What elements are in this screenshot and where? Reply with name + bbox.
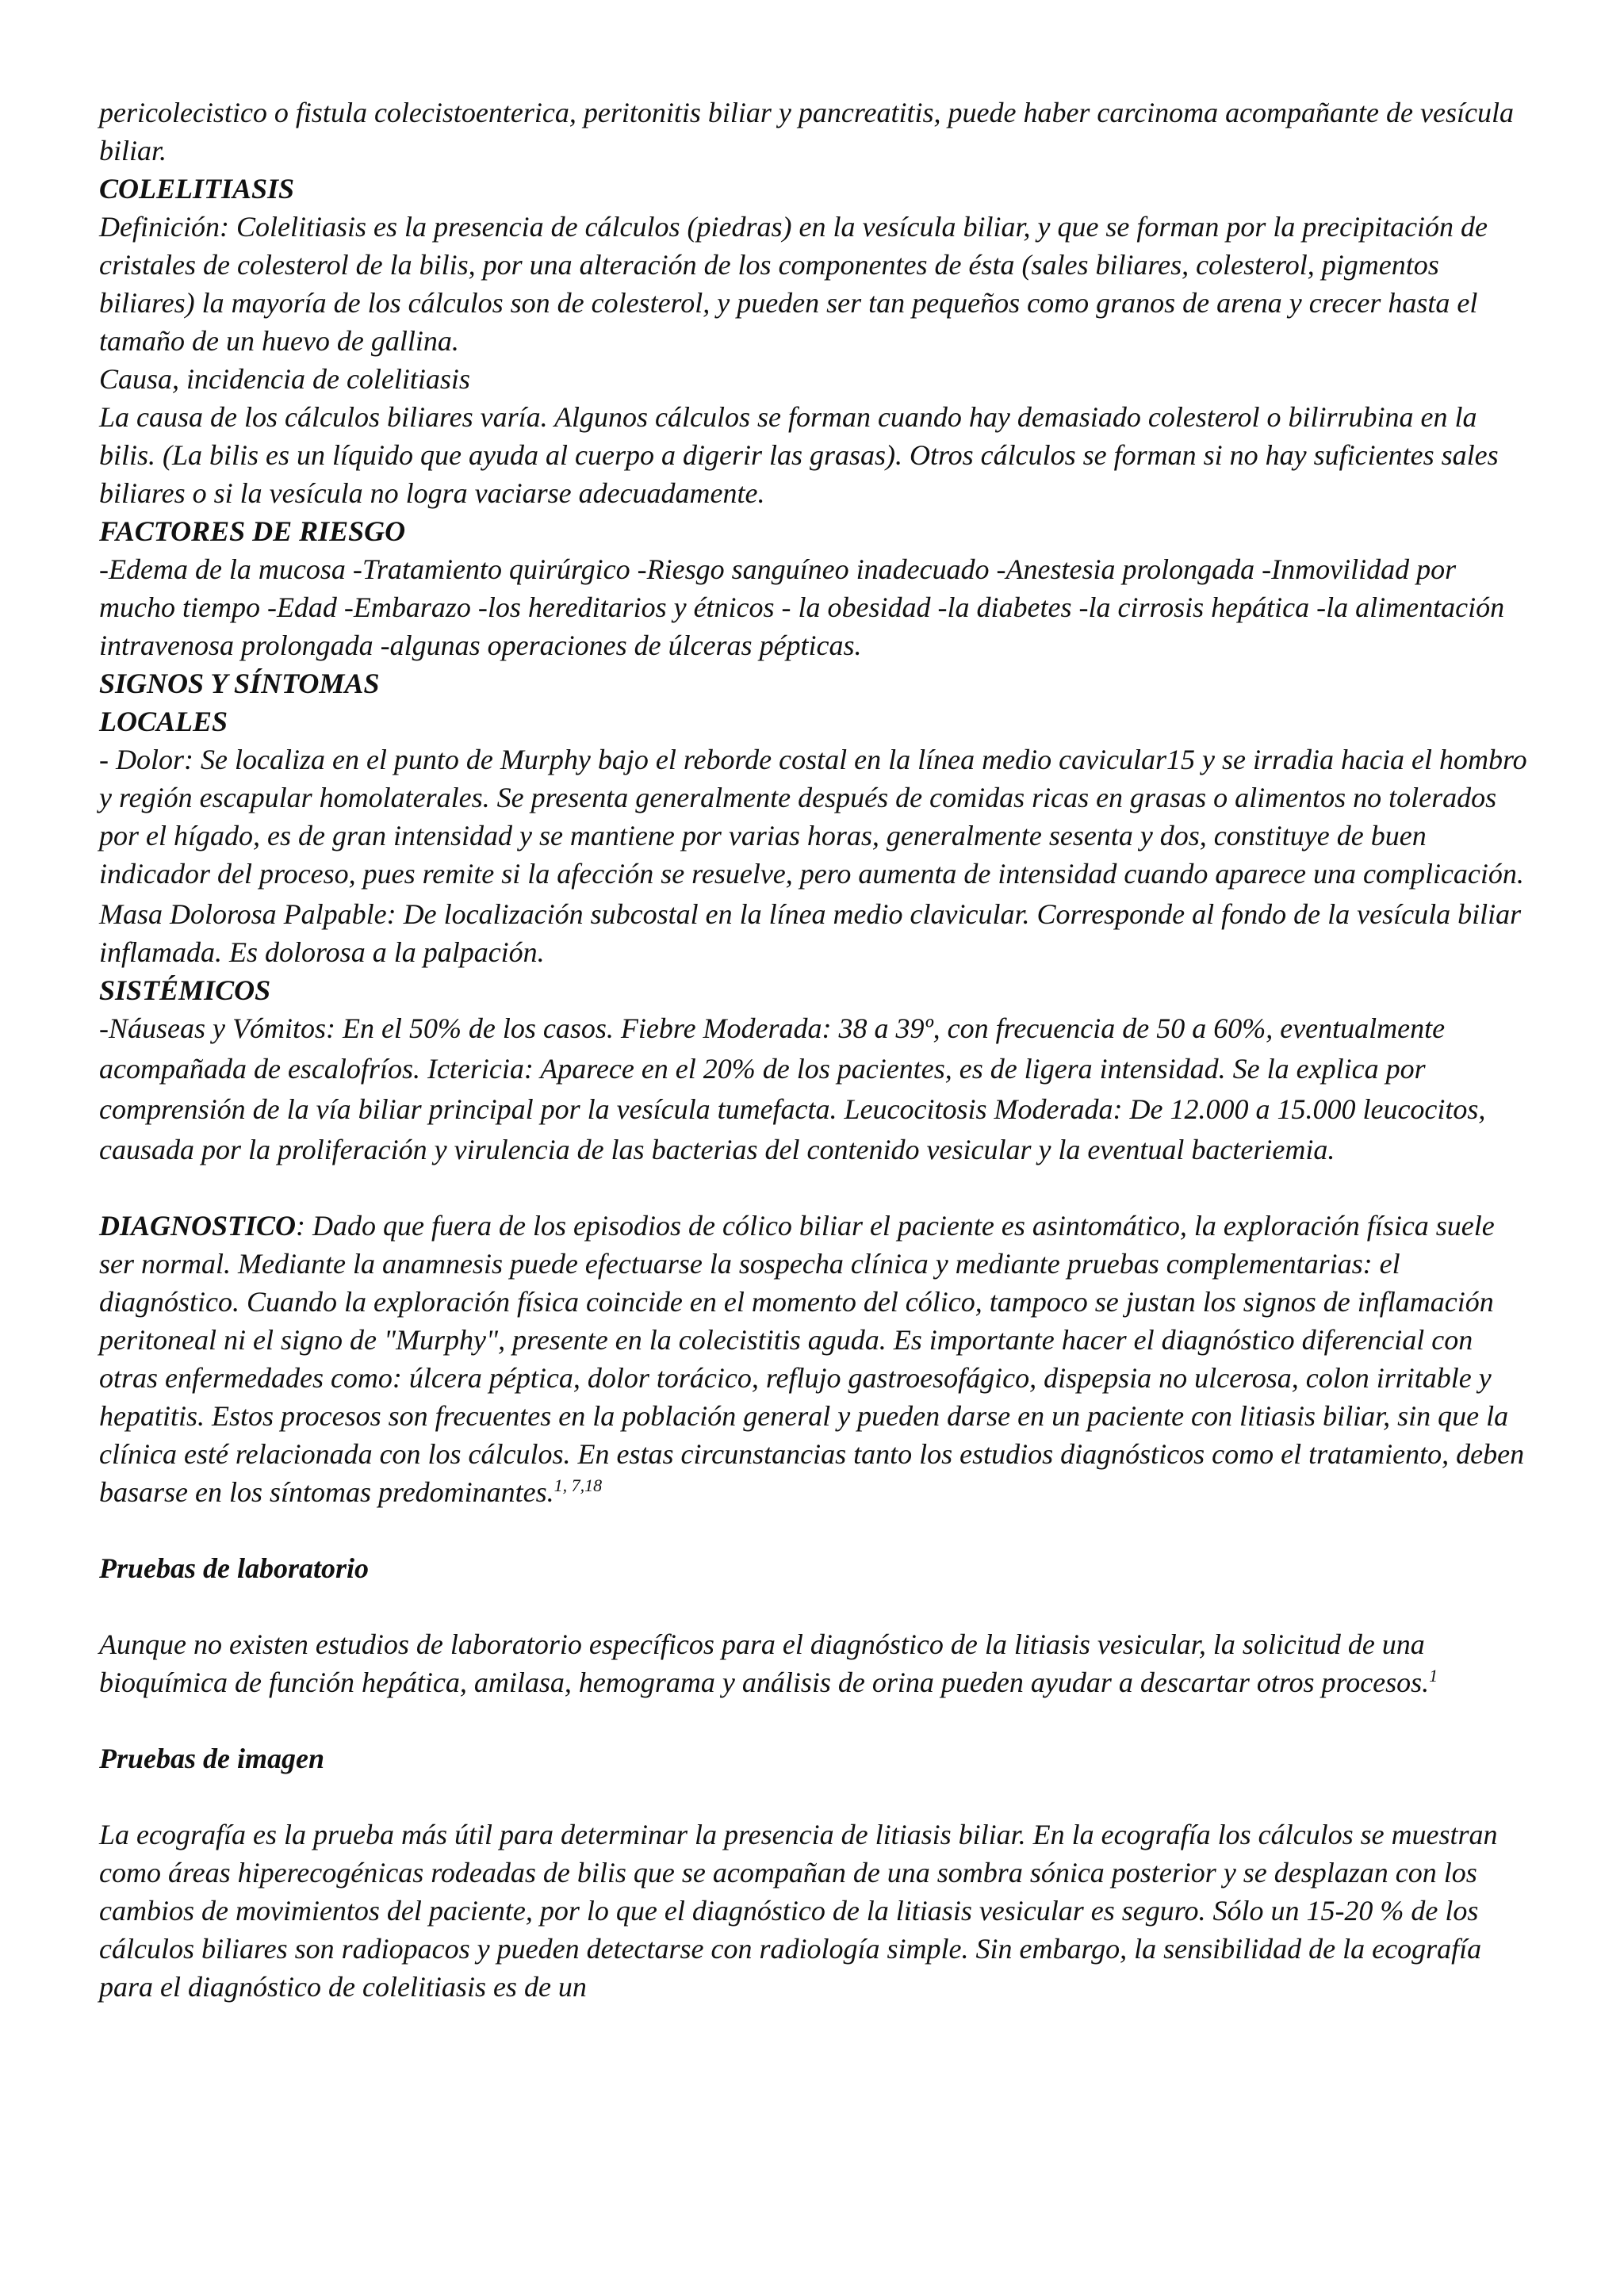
causa-paragraph: La causa de los cálculos biliares varía. Algunos cálculos se forman cuando hay demasiado colesterol o bilirrubina en la bilis. (La bilis es un líquido que ayuda al cuerpo a digerir las grasas). Otros cálculos se forman si no hay suficientes sales biliares o si la vesícula no logra vaciarse adecuadamente. [99, 401, 1499, 509]
spacer [99, 1701, 1534, 1739]
sist-ictericia-text: Ictericia: Aparece en el 20% de los pacientes, es de ligera intensidad. Se la explica por comprensión de la vía biliar principal por la vesícula tumefacta. [99, 1053, 1426, 1125]
heading-sistemicos: SISTÉMICOS [99, 974, 271, 1006]
causa-title: Causa, incidencia de colelitiasis [99, 363, 470, 395]
heading-pruebas-imagen: Pruebas de imagen [99, 1743, 324, 1774]
factores-paragraph: -Edema de la mucosa -Tratamiento quirúrgico -Riesgo sanguíneo inadecuado -Anestesia prolongada -Inmovilidad por mucho tiempo -Edad -Embarazo -los hereditarios y étnicos - la obesidad -la diabetes -la cirrosis hepática -la alimentación intravenosa prolongada -algunas operaciones de úlceras pépticas. [99, 553, 1505, 661]
sistemicos-paragraph [99, 1009, 1534, 1169]
imagen-paragraph: La ecografía es la prueba más útil para determinar la presencia de litiasis biliar. En la ecografía los cálculos se muestran como áreas hiperecogénicas rodeadas de bilis que se acompañan de una sombra sónica posterior y se desplazan con los cambios de movimientos del paciente, por lo que el diagnóstico de la litiasis vesicular es seguro. Sólo un 15-20 % de los cálculos biliares son radiopacos y pueden detectarse con radiología simple. Sin embargo, la sensibilidad de la ecografía para el diagnóstico de colelitiasis es de un [99, 1819, 1498, 2003]
intro-paragraph: pericolecistico o fistula colecistoenterica, peritonitis biliar y pancreatitis, puede haber carcinoma acompañante de vesícula biliar. [99, 97, 1514, 166]
locales-masa-text: Masa Dolorosa Palpable: De localización subcostal en la línea medio clavicular. Corresponde al fondo de la vesícula biliar inflamada. Es dolorosa a la palpación. [99, 898, 1522, 968]
heading-pruebas-laboratorio: Pruebas de laboratorio [99, 1552, 370, 1584]
spacer [99, 1587, 1534, 1625]
laboratorio-paragraph [99, 1625, 1534, 1701]
document-page [99, 94, 1534, 2006]
diagnostico-reference: 1, 7,18 [553, 1475, 603, 1495]
spacer [99, 1777, 1534, 1816]
sist-nauseas-text: -Náuseas y Vómitos: En el 50% de los casos. [99, 1012, 614, 1044]
spacer [99, 1511, 1534, 1549]
definicion-paragraph: Definición: Colelitiasis es la presencia de cálculos (piedras) en la vesícula biliar, y que se forman por la precipitación de cristales de colesterol de la bilis, por una alteración de los componentes de ésta (sales biliares, colesterol, pigmentos biliares) la mayoría de los cálculos son de colesterol, y pueden ser tan pequeños como granos de arena y crecer hasta el tamaño de un huevo de gallina. [99, 211, 1488, 357]
diagnostico-text: : Dado que fuera de los episodios de cólico biliar el paciente es asintomático, la exploración física suele ser normal. Mediante la anamnesis puede efectuarse la sospecha clínica y mediante pruebas complementarias: el diagnóstico. Cuando la exploración física coincide en el momento del cólico, tampoco se justan los signos de inflamación peritoneal ni el signo de "Murphy", presente en la colecistitis aguda. Es importante hacer el diagnóstico diferencial con otras enfermedades como: úlcera péptica, dolor torácico, reflujo gastroesofágico, dispepsia no ulcerosa, colon irritable y hepatitis. Estos procesos son frecuentes en la población general y pueden darse en un paciente con litiasis biliar, sin que la clínica esté relacionada con los cálculos. En estas circunstancias tanto los estudios diagnósticos como el tratamiento, deben basarse en los síntomas predominantes. [99, 1210, 1525, 1508]
laboratorio-text: Aunque no existen estudios de laboratorio específicos para el diagnóstico de la litiasis vesicular, la solicitud de una bioquímica de función hepática, amilasa, hemograma y análisis de orina pueden ayudar a descartar otros procesos. [99, 1628, 1430, 1698]
locales-dolor-text: - Dolor: Se localiza en el punto de Murphy bajo el reborde costal en la línea medio cavicular15 y se irradia hacia el hombro y región escapular homolaterales. Se presenta generalmente después de comidas ricas en grasas o alimentos no tolerados por el hígado, es de gran intensidad y se mantiene por varias horas, generalmente sesenta y dos, constituye de buen indicador del proceso, pues remite si la afección se resuelve, pero aumenta de intensidad cuando aparece una complicación. [99, 744, 1527, 890]
laboratorio-reference: 1 [1429, 1666, 1438, 1686]
heading-diagnostico: DIAGNOSTICO [99, 1210, 297, 1242]
locales-paragraph [99, 740, 1534, 971]
sist-leucocitosis-text: Leucocitosis Moderada: De 12.000 a 15.000 leucocitos, causada por la proliferación y virulencia de las bacterias del contenido vesicular y la eventual bacteriemia. [99, 1093, 1486, 1165]
spacer [99, 1169, 1534, 1207]
heading-signos-y-sintomas: SIGNOS Y SÍNTOMAS [99, 668, 380, 699]
heading-factores-de-riesgo: FACTORES DE RIESGO [99, 515, 406, 547]
heading-locales: LOCALES [99, 706, 228, 737]
heading-colelitiasis: COLELITIASIS [99, 173, 295, 205]
sist-fiebre-text: Fiebre Moderada: 38 a 39º, con frecuencia de 50 a 60%, eventualmente acompañada de escalofríos. [99, 1012, 1446, 1085]
diagnostico-paragraph [99, 1207, 1534, 1511]
